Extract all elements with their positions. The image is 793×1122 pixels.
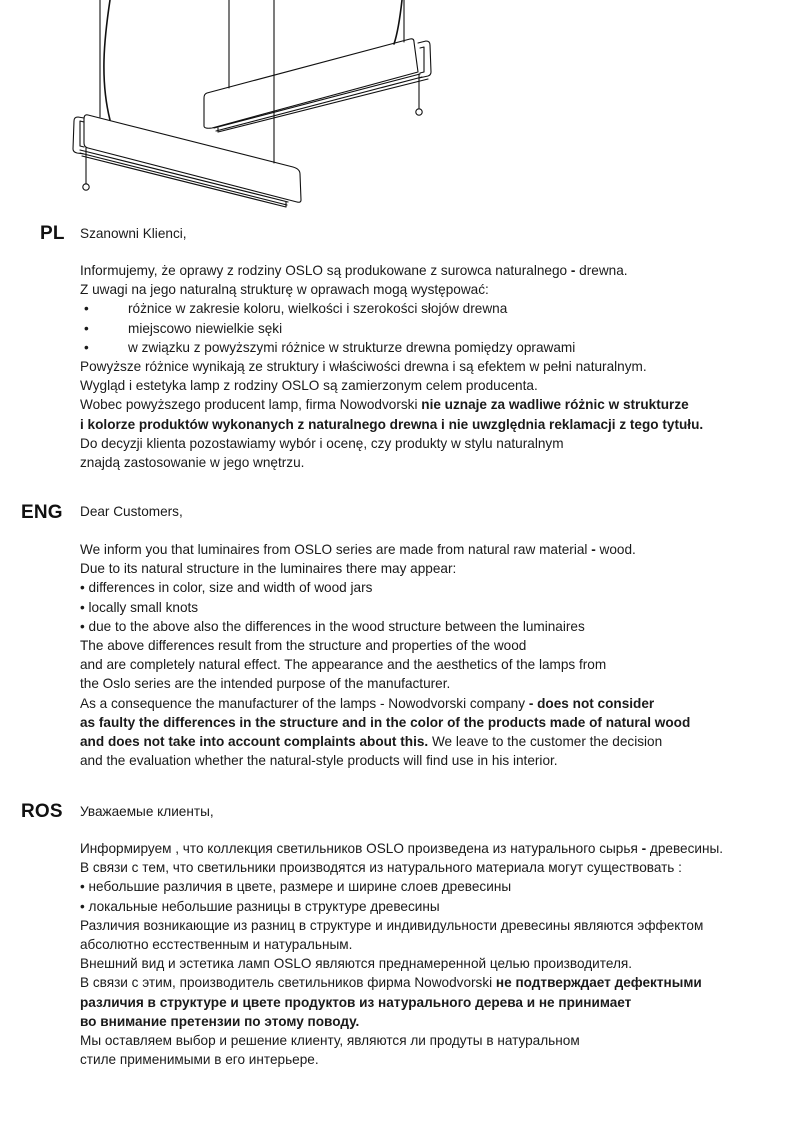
text-line: and the evaluation whether the natural-style products will find use in his interior. <box>80 753 558 769</box>
text-line: as faulty the differences in the structure and in the color of the products made of natural wood <box>80 714 691 730</box>
language-code-pl: PL <box>40 223 65 244</box>
text-line: Различия возникающие из разниц в структуре и индивидульности древесины являются эффектом <box>80 917 704 933</box>
bullet-item: • небольшие различия в цвете, размере и ширине слоев древесины <box>80 879 512 895</box>
text-line: Информируем , что коллекция светильников OSLO произведена из натурального сырья - древесины. <box>80 841 724 856</box>
text-line: различия в структуре и цвете продуктов из натурального дерева и не принимает <box>80 994 632 1010</box>
text-line: and are completely natural effect. The appearance and the aesthetics of the lamps from <box>80 657 607 673</box>
body-pl <box>80 261 703 472</box>
bullet-icon: • <box>84 320 89 336</box>
greeting-eng: Dear Customers, <box>80 504 183 519</box>
text-line: and does not take into account complaints about this. We leave to the customer the decision <box>80 733 663 749</box>
text-line: В связи с тем, что светильники производятся из натурального материала могут существовать : <box>80 860 682 876</box>
upper-luminaire <box>204 39 431 132</box>
bullet-icon: • <box>84 301 89 317</box>
language-code-ros: ROS <box>21 801 63 822</box>
text-line: Wygląd i estetyka lamp z rodziny OSLO są zamierzonym celem producenta. <box>80 378 538 394</box>
text-line: We inform you that luminaires from OSLO series are made from natural raw material - wood. <box>80 542 636 557</box>
lower-luminaire <box>73 115 301 207</box>
greeting-ros: Уважаемые клиенты, <box>80 804 214 819</box>
text-line: the Oslo series are the intended purpose of the manufacturer. <box>80 676 451 692</box>
lamp-illustration <box>0 0 793 215</box>
bullet-item: • differences in color, size and width of wood jars <box>80 580 373 596</box>
text-line: Мы оставляем выбор и решение клиенту, являются ли продуты в натуральном <box>80 1032 580 1048</box>
text-line: стиле применимыми в его интерьере. <box>80 1052 319 1068</box>
text-line: В связи с этим, производитель светильников фирма Nowodvorski не подтверждает дефектными <box>80 975 702 991</box>
language-code-eng: ENG <box>21 502 63 523</box>
text-line: The above differences result from the structure and properties of the wood <box>80 637 527 653</box>
text-line: i kolorze produktów wykonanych z naturalnego drewna i nie uwzględnia reklamacji z tego tytułu. <box>80 416 704 432</box>
bullet-item: • локальные небольшие разницы в структуре древесины <box>80 898 440 914</box>
text-line: Informujemy, że oprawy z rodziny OSLO są produkowane z surowca naturalnego - drewna. <box>80 263 628 278</box>
greeting-pl: Szanowni Klienci, <box>80 226 187 241</box>
bullet-item: • różnice w zakresie koloru, wielkości i szerokości słojów drewna <box>80 299 703 318</box>
body-eng <box>80 540 690 770</box>
bullet-item: • w związku z powyższymi różnice w strukturze drewna pomiędzy oprawami <box>80 338 703 357</box>
text-line: Z uwagi na jego naturalną strukturę w oprawach mogą występować: <box>80 282 489 298</box>
text-line: As a consequence the manufacturer of the lamps - Nowodvorski company - does not consider <box>80 695 655 711</box>
text-line: Do decyzji klienta pozostawiamy wybór i ocenę, czy produkty w stylu naturalnym <box>80 435 564 451</box>
bullet-item: • due to the above also the differences in the wood structure between the luminaires <box>80 618 585 634</box>
bullet-item: • locally small knots <box>80 599 199 615</box>
text-line: Wobec powyższego producent lamp, firma Nowodvorski nie uznaje za wadliwe różnic w strukturze <box>80 397 689 413</box>
text-line: znajdą zastosowanie w jego wnętrzu. <box>80 454 305 470</box>
bullet-icon: • <box>84 339 89 355</box>
text-line: Внешний вид и эстетика ламп OSLO являются преднамеренной целью производителя. <box>80 956 633 972</box>
text-line: Powyższe różnice wynikają ze struktury i właściwości drewna i są efektem w pełni naturalnym. <box>80 358 647 374</box>
bullet-item: • miejscowo niewielkie sęki <box>80 319 703 338</box>
text-line: во внимание претензии по этому поводу. <box>80 1013 360 1029</box>
text-line: абсолютно есстественным и натуральным. <box>80 936 353 952</box>
body-ros <box>80 839 723 1069</box>
text-line: Due to its natural structure in the luminaires there may appear: <box>80 561 457 577</box>
